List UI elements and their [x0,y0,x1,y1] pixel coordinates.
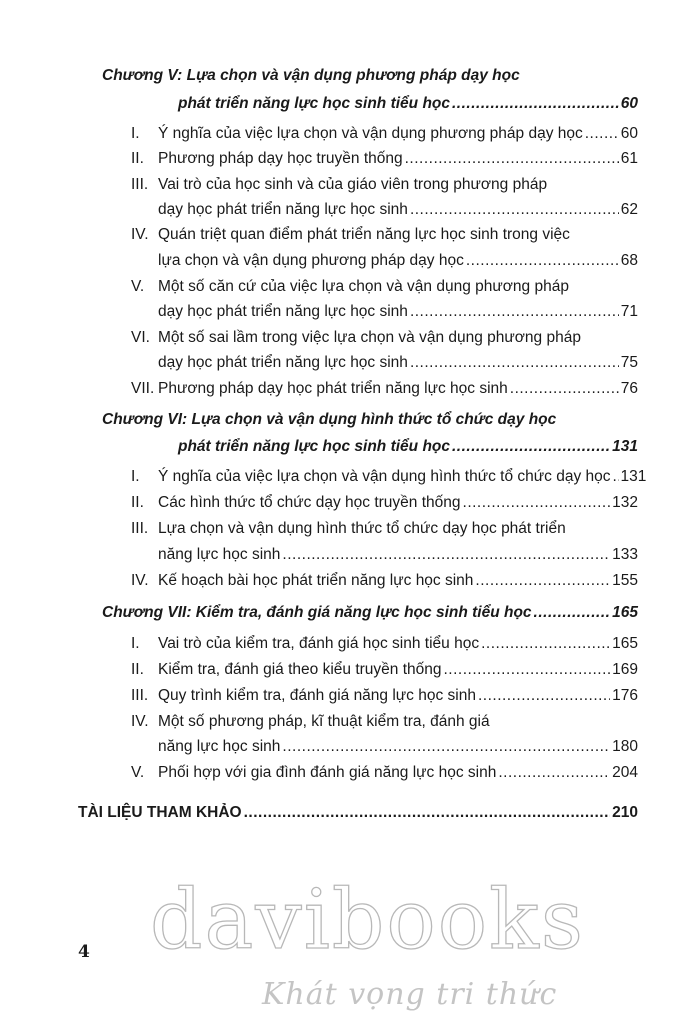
chapter-5-title: Chương V: Lựa chọn và vận dụng phương pháp dạy học [102,67,520,84]
leader-dots [410,302,619,322]
page-ref: 132 [612,494,638,511]
references-entry[interactable]: TÀI LIỆU THAM KHẢO ..... 210 [78,803,638,823]
leader-dots [463,493,611,513]
page-ref: 133 [612,546,638,563]
leader-dots [410,353,619,373]
page-ref: 75 [620,354,638,371]
toc-entry[interactable]: dạy học phát triển năng lực học sinh ..... 75 [158,353,638,373]
toc-entry[interactable]: dạy học phát triển năng lực học sinh ..... 71 [158,302,638,322]
toc-entry[interactable]: III. Quy trình kiểm tra, đánh giá năng lực học sinh ..... 176 [131,686,638,706]
leader-dots [282,545,610,565]
page-ref: 180 [612,738,638,755]
watermark-tagline: Khát vọng tri thức [262,977,558,1012]
page-ref: 165 [612,635,638,652]
leader-dots [452,94,619,114]
watermark-brand: davibooks [150,873,585,968]
toc-entry[interactable]: VII. Phương pháp dạy học phát triển năng lực học sinh ..... 76 [131,379,638,399]
toc-entry-line1: IV. Một số phương pháp, kĩ thuật kiểm tra, đánh giá [131,713,490,730]
page-ref: 71 [620,303,638,320]
toc-entry[interactable]: IV. Kế hoạch bài học phát triển năng lực học sinh ..... 155 [131,571,638,591]
toc-entry[interactable]: dạy học phát triển năng lực học sinh ..... 62 [158,200,638,220]
page-ref: 62 [620,201,638,218]
page-ref: 176 [612,687,638,704]
page-number: 4 [78,942,90,962]
leader-dots [244,803,611,823]
toc-entry[interactable]: năng lực học sinh ..... 180 [158,737,638,757]
leader-dots [410,200,619,220]
toc-entry[interactable]: II. Kiểm tra, đánh giá theo kiểu truyền thống ..... 169 [131,660,638,680]
page-ref: 68 [620,252,638,269]
leader-dots [452,437,610,457]
leader-dots [613,467,619,487]
leader-dots [481,634,610,654]
toc-entry-line1: VI. Một số sai lầm trong việc lựa chọn và vận dụng phương pháp [131,329,581,346]
toc-entry[interactable]: I. Vai trò của kiểm tra, đánh giá học sinh tiểu học ..... 165 [131,634,638,654]
toc-entry[interactable]: lựa chọn và vận dụng phương pháp dạy học ..... 68 [158,251,638,271]
page-ref: 210 [612,804,638,821]
leader-dots [510,379,619,399]
chapter-6-entry[interactable]: phát triển năng lực học sinh tiểu học ..... 131 [178,437,638,457]
toc-entry-line1: IV. Quán triệt quan điểm phát triển năng lực học sinh trong việc [131,226,570,243]
leader-dots [475,571,610,591]
page-ref: 204 [612,764,638,781]
toc-entry[interactable]: năng lực học sinh ..... 133 [158,545,638,565]
page-ref: 76 [620,380,638,397]
leader-dots [405,149,619,169]
toc-entry[interactable]: II. Phương pháp dạy học truyền thống ..... 61 [131,149,638,169]
toc-entry[interactable]: I. Ý nghĩa của việc lựa chọn và vận dụng phương pháp dạy học ..... 60 [131,124,638,144]
toc-entry[interactable]: II. Các hình thức tổ chức dạy học truyền thống ..... 132 [131,493,638,513]
leader-dots [478,686,610,706]
chapter-5-entry[interactable]: phát triển năng lực học sinh tiểu học ..... 60 [178,94,638,114]
chapter-6-title: Chương VI: Lựa chọn và vận dụng hình thức tổ chức dạy học [102,411,557,428]
leader-dots [282,737,610,757]
page-ref: 131 [620,468,647,485]
toc-entry-line1: III. Lựa chọn và vận dụng hình thức tổ chức dạy học phát triển [131,520,566,537]
leader-dots [466,251,619,271]
toc-entry[interactable]: V. Phối hợp với gia đình đánh giá năng lực học sinh ..... 204 [131,763,638,783]
toc-entry[interactable]: I. Ý nghĩa của việc lựa chọn và vận dụng hình thức tổ chức dạy học ..... 131 [131,467,638,487]
page-ref: 60 [620,95,638,112]
page-ref: 165 [612,604,638,621]
page-ref: 60 [620,125,638,142]
leader-dots [444,660,611,680]
page-ref: 155 [612,572,638,589]
chapter-7-entry[interactable]: Chương VII: Kiểm tra, đánh giá năng lực học sinh tiểu học ..... 165 [102,603,638,623]
leader-dots [498,763,610,783]
page-ref: 131 [612,438,638,455]
page-ref: 169 [612,661,638,678]
page-ref: 61 [620,150,638,167]
leader-dots [585,124,619,144]
leader-dots [534,603,611,623]
toc-entry-line1: III. Vai trò của học sinh và của giáo viên trong phương pháp [131,176,548,193]
toc-entry-line1: V. Một số căn cứ của việc lựa chọn và vận dụng phương pháp [131,278,569,295]
